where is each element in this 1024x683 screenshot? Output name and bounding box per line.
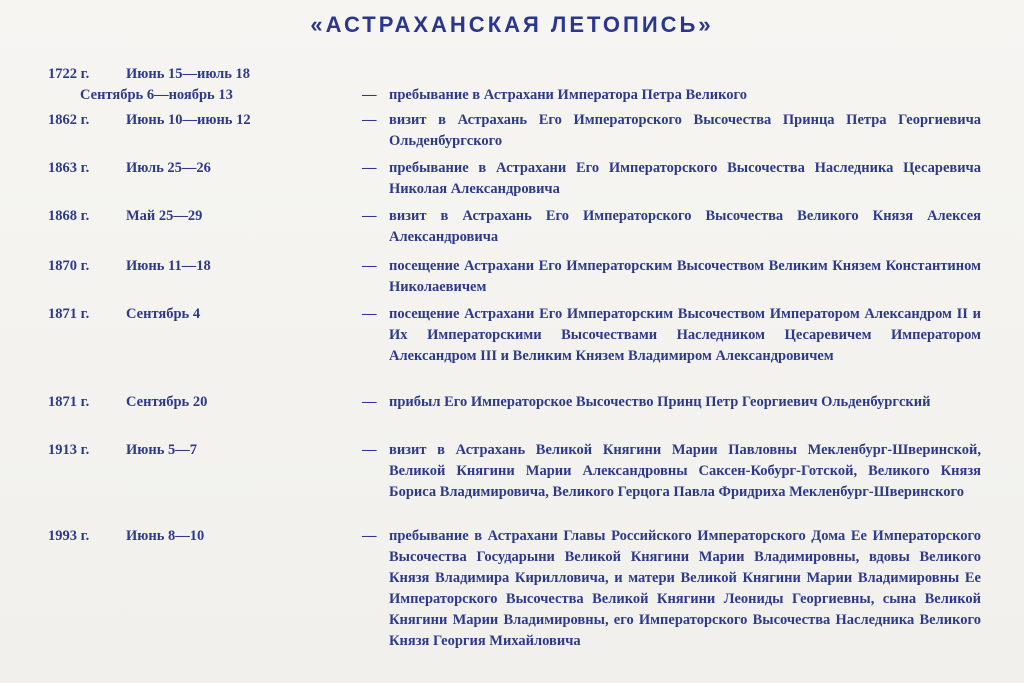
entry-year: 1870 г.: [48, 258, 90, 274]
entry-description: визит в Астрахань Его Императорского Высочества Великого Князя Алексея Александровича: [389, 208, 981, 245]
entry-description: визит в Астрахань Великой Княгини Марии Павловны Мекленбург-Шверинской, Великой Княгини Марии Александровны Саксен-Кобург-Готской, Великого Князя Бориса Владимировича, Великого Герцога Павла Фридриха Мекленбург-Шверинского: [389, 442, 981, 500]
entry-date: Июль 25—26: [126, 160, 211, 176]
entry-date-second: Сентябрь 6—ноябрь 13: [80, 87, 233, 103]
entry-dash: —: [362, 394, 377, 410]
entry-dash: —: [362, 528, 377, 544]
entry-description: пребывание в Астрахани Императора Петра Великого: [389, 87, 747, 103]
entry-dash: —: [362, 208, 377, 224]
entry-dash: —: [362, 160, 377, 176]
entry-date: Июнь 5—7: [126, 442, 198, 458]
entry-year: 1862 г.: [48, 112, 90, 128]
entry-description: пребывание в Астрахани Его Императорского Высочества Наследника Цесаревича Николая Александровича: [389, 160, 981, 197]
entry-year: 1993 г.: [48, 528, 90, 544]
entry-dash: —: [362, 112, 377, 128]
entry-dash: —: [362, 87, 377, 103]
entry-description: прибыл Его Императорское Высочество Принц Петр Георгиевич Ольденбургский: [389, 394, 931, 410]
entry-date: Июнь 8—10: [126, 528, 205, 544]
entry-description: посещение Астрахани Его Императорским Высочеством Императором Александром II и Их Императорскими Высочествами Наследником Цесаревичем Императором Александром III и Великим Князем Владимиром Александровичем: [389, 306, 981, 364]
entry-dash: —: [362, 258, 377, 274]
entry-year: 1722 г.: [48, 66, 90, 82]
entry-year: 1871 г.: [48, 394, 90, 410]
entry-date: Июнь 11—18: [126, 258, 211, 274]
entry-date: Июнь 10—июнь 12: [126, 112, 251, 128]
entry-date: Сентябрь 4: [126, 306, 201, 322]
entry-date: Май 25—29: [126, 208, 203, 224]
entry-date: Сентябрь 20: [126, 394, 208, 410]
entry-dash: —: [362, 442, 377, 458]
entry-year: 1871 г.: [48, 306, 90, 322]
entry-year: 1863 г.: [48, 160, 90, 176]
entry-dash: —: [362, 306, 377, 322]
entry-description: посещение Астрахани Его Императорским Высочеством Великим Князем Константином Николаевичем: [389, 258, 981, 295]
entry-year: 1913 г.: [48, 442, 90, 458]
entry-year: 1868 г.: [48, 208, 90, 224]
entry-description: визит в Астрахань Его Императорского Высочества Принца Петра Георгиевича Ольденбургского: [389, 112, 981, 149]
entry-date: Июнь 15—июль 18: [126, 66, 251, 82]
page-title: «АСТРАХАНСКАЯ ЛЕТОПИСЬ»: [310, 12, 714, 37]
entry-description: пребывание в Астрахани Главы Российского Императорского Дома Ее Императорского Высочества Государыни Великой Княгини Марии Владимировны, вдовы Великого Князя Владимира Кирилловича, и матери Великой Княгини Марии Владимировны Ее Императорского Высочества Великой Княгини Леониды Георгиевны, сына Великой Княгини Марии Владимировны, его Императорского Высочества Наследника Великого Князя Георгия Михайловича: [389, 528, 981, 649]
